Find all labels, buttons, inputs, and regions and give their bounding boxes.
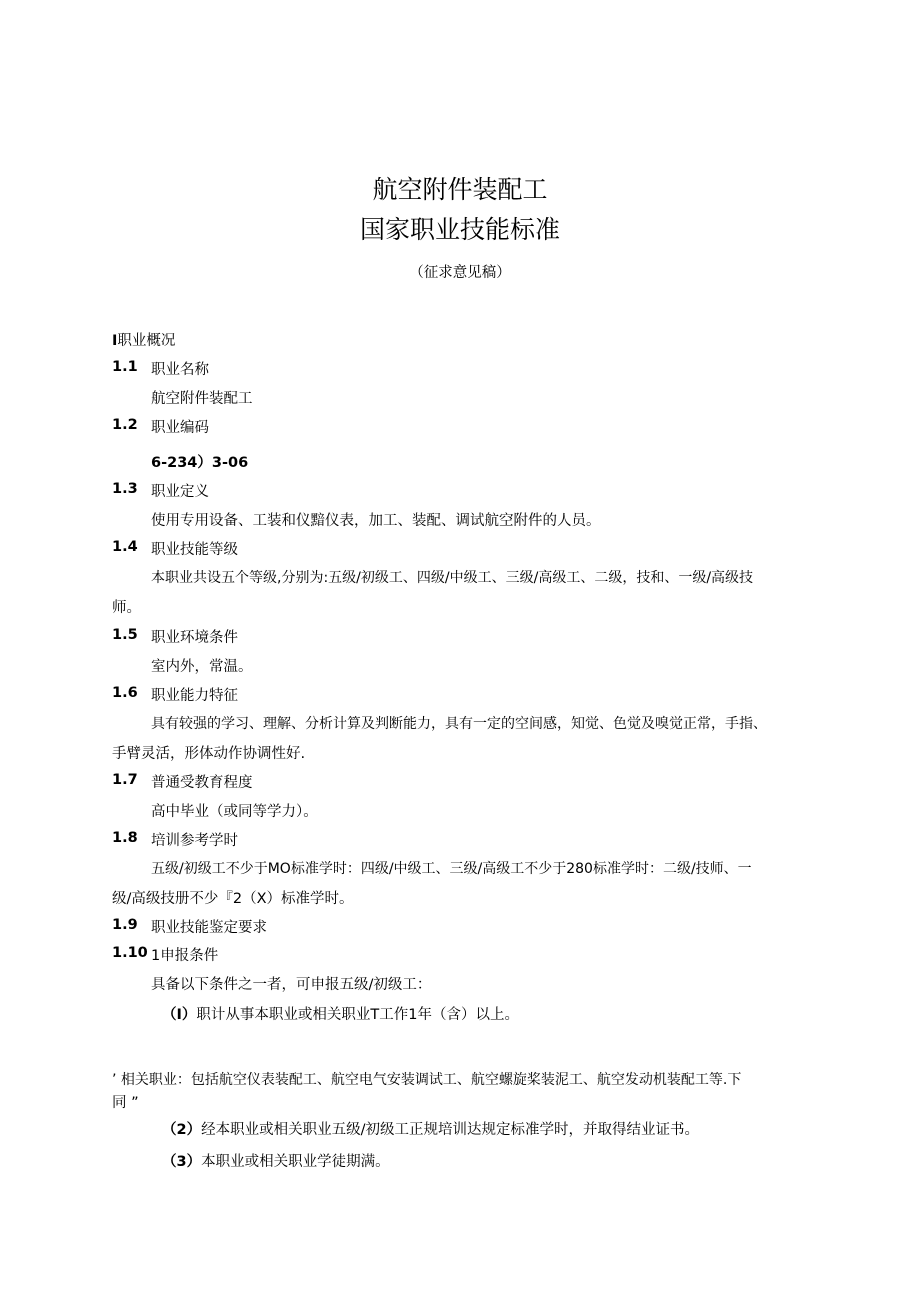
item-body-line: 高中毕业（或同等学力）。 [151,804,318,820]
item-body-line: 手臂灵活，形体动作协调性好. [112,746,306,762]
section-heading-label: 职业概况 [117,333,176,349]
item-number: 1.6 [112,685,138,701]
item-title: 职业名称 [151,362,209,378]
item-title: 职业编码 [151,420,209,436]
document-title-line1: 航空附件装配工 [372,175,548,204]
section-heading [112,329,175,350]
condition-number: （3） [162,1154,202,1170]
item-body-line: 师。 [112,600,141,616]
item-number: 1.3 [112,481,138,497]
item-body-line: 具备以下条件之一者，可申报五级/初级工： [151,977,432,993]
item-body-line: 航空附件装配工 [151,391,253,407]
item-title: 普通受教育程度 [151,775,253,791]
item-title: 职业能力特征 [151,688,238,704]
document-title-line2: 国家职业技能标准 [359,215,560,244]
item-body-line: 本职业共设五个等级,分别为:五级/初级工、四级/中级工、三级/高级工、二级，技和、一级/高级技 [151,570,754,586]
item-number: 1.10 [112,945,148,961]
item-title: 职业技能等级 [151,542,238,558]
item-number: 1.9 [112,917,138,933]
item-number: 1.4 [112,539,138,555]
document-subtitle: （征求意见稿） [409,265,511,281]
item-body-line: 室内外，常温。 [151,659,253,675]
item-number: 1.2 [112,417,138,433]
item-body-line: 使用专用设备、工装和仪黯仪表，加工、装配、调试航空附件的人员。 [151,513,601,529]
section-heading-prefix: I [112,333,118,349]
condition-text: 职计从事本职业或相关职业T工作1年（含）以上。 [196,1007,519,1023]
item-title: 职业环境条件 [151,630,238,646]
condition-number: （2） [162,1122,202,1138]
condition-item [162,1118,699,1139]
condition-number: （I） [162,1007,197,1023]
item-title: 职业技能鉴定要求 [151,920,267,936]
footnote-line: 同 ” [112,1095,139,1111]
item-number: 1.1 [112,359,138,375]
item-number: 1.5 [112,627,138,643]
condition-text: 经本职业或相关职业五级/初级工正规培训达规定标准学时，并取得结业证书。 [201,1122,699,1138]
item-number: 1.7 [112,772,138,788]
item-body-line: 五级/初级工不少于MO标准学时：四级/中级工、三级/高级工不少于280标准学时：二级/技师、一 [151,861,752,877]
condition-item [162,1150,390,1171]
item-number: 1.8 [112,830,138,846]
condition-text: 本职业或相关职业学徒期满。 [201,1154,390,1170]
item-title: 职业定义 [151,484,209,500]
footnote-line: ’ 相关职业：包括航空仪表装配工、航空电气安装调试工、航空螺旋桨装泥工、航空发动机装配工等.下 [112,1072,742,1088]
item-body-line: 级/高级技册不少『2（X）标准学时。 [112,891,354,907]
item-body-line: 具有较强的学习、理解、分析计算及判断能力，具有一定的空间感，知觉、色觉及嗅觉正常，手指、 [151,716,767,732]
item-title: 培训参考学时 [151,833,238,849]
item-title: 1申报条件 [151,948,219,964]
condition-item [162,1003,519,1024]
item-body-line: 6-234）3-06 [151,455,249,471]
